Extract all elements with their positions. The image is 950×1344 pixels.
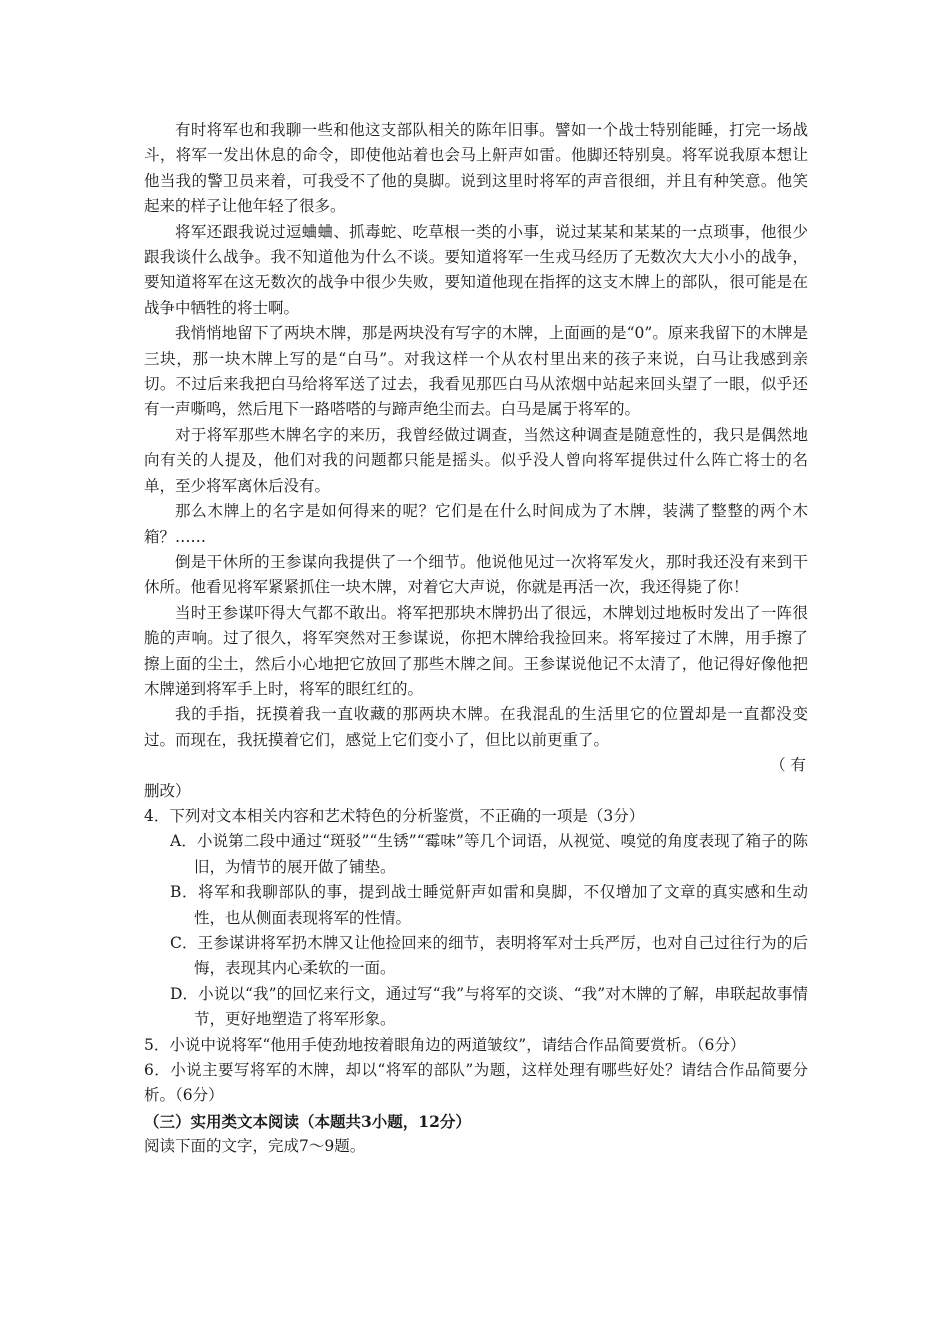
story-paragraph-7: 当时王参谋吓得大气都不敢出。将军把那块木牌扔出了很远，木牌划过地板时发出了一阵很脆的声响。过了很久，将军突然对王参谋说，你把木牌给我捡回来。将军接过了木牌，用手擦了擦上面的尘土，然后小心地把它放回了那些木牌之间。王参谋说他记不太清了，他记得好像他把木牌递到将军手上时，将军的眼红红的。 [144,603,808,698]
question-4-option-b: B．将军和我聊部队的事，提到战士睡觉鼾声如雷和臭脚，不仅增加了文章的真实感和生动性，也从侧面表现将军的性情。 [170,883,808,927]
question-4-stem: 4．下列对文本相关内容和艺术特色的分析鉴赏，不正确的一项是（3分） [144,806,645,825]
question-5: 5．小说中说将军“他用手使劲地按着眼角边的两道皱纹”，请结合作品简要赏析。（6分） [144,1035,746,1054]
story-paragraph-3: 我悄悄地留下了两块木牌，那是两块没有写字的木牌，上面画的是“0”。原来我留下的木牌是三块，那一块木牌上写的是“白马”。对我这样一个从农村里出来的孩子来说，白马让我感到亲切。不过后来我把白马给将军送了过去，我看见那匹白马从浓烟中站起来回头望了一眼，似乎还有一声嘶鸣，然后甩下一路嗒嗒的与蹄声绝尘而去。白马是属于将军的。 [144,324,808,419]
exam-page [144,118,808,1160]
story-paragraph-2: 将军还跟我说过逗蛐蛐、抓毒蛇、吃草根一类的小事，说过某某和某某的一点琐事，他很少跟我谈什么战争。我不知道他为什么不谈。要知道将军一生戎马经历了无数次大大小小的战争，要知道将军在这无数次的战争中很少失败，要知道他现在指挥的这支木牌上的部队，很可能是在战争中牺牲的将士啊。 [144,222,808,317]
story-paragraph-1: 有时将军也和我聊一些和他这支部队相关的陈年旧事。譬如一个战士特别能睡，打完一场战斗，将军一发出休息的命令，即使他站着也会马上鼾声如雷。他脚还特别臭。将军说我原本想让他当我的警卫员来着，可我受不了他的臭脚。说到这里时将军的声音很细，并且有种笑意。他笑起来的样子让他年轻了很多。 [144,121,808,216]
question-4-option-a: A．小说第二段中通过“斑驳”“生锈”“霉味”等几个词语，从视觉、嗅觉的角度表现了箱子的陈旧，为情节的展开做了铺垫。 [170,832,808,876]
revision-note-start: （ 有 [770,756,806,775]
question-4-option-c: C．王参谋讲将军扔木牌又让他捡回来的细节，表明将军对士兵严厉，也对自己过往行为的后悔，表现其内心柔软的一面。 [170,934,808,978]
story-paragraph-6: 倒是干休所的王参谋向我提供了一个细节。他说他见过一次将军发火，那时我还没有来到干休所。他看见将军紧紧抓住一块木牌，对着它大声说，你就是再活一次，我还得毙了你！ [144,552,808,597]
section-3-instruction: 阅读下面的文字，完成7～9题。 [144,1137,366,1156]
section-3-heading: （三）实用类文本阅读（本题共3小题，12分） [144,1111,471,1131]
revision-note-end: 删改） [144,781,191,800]
story-paragraph-8: 我的手指，抚摸着我一直收藏的那两块木牌。在我混乱的生活里它的位置却是一直都没变过。而现在，我抚摸着它们，感觉上它们变小了，但比以前更重了。 [144,705,808,749]
question-4-option-d: D．小说以“我”的回忆来行文，通过写“我”与将军的交谈、“我”对木牌的了解，串联起故事情节，更好地塑造了将军形象。 [170,984,808,1029]
revision-note [144,753,808,804]
question-6: 6．小说主要写将军的木牌，却以“将军的部队”为题，这样处理有哪些好处？请结合作品简要分析。（6分） [144,1061,808,1105]
story-paragraph-5: 那么木牌上的名字是如何得来的呢？它们是在什么时间成为了木牌，装满了整整的两个木箱？…… [144,502,808,546]
story-paragraph-4: 对于将军那些木牌名字的来历，我曾经做过调查，当然这种调查是随意性的，我只是偶然地向有关的人提及，他们对我的问题都只能是摇头。似乎没人曾向将军提供过什么阵亡将士的名单，至少将军离休后没有。 [144,425,808,495]
